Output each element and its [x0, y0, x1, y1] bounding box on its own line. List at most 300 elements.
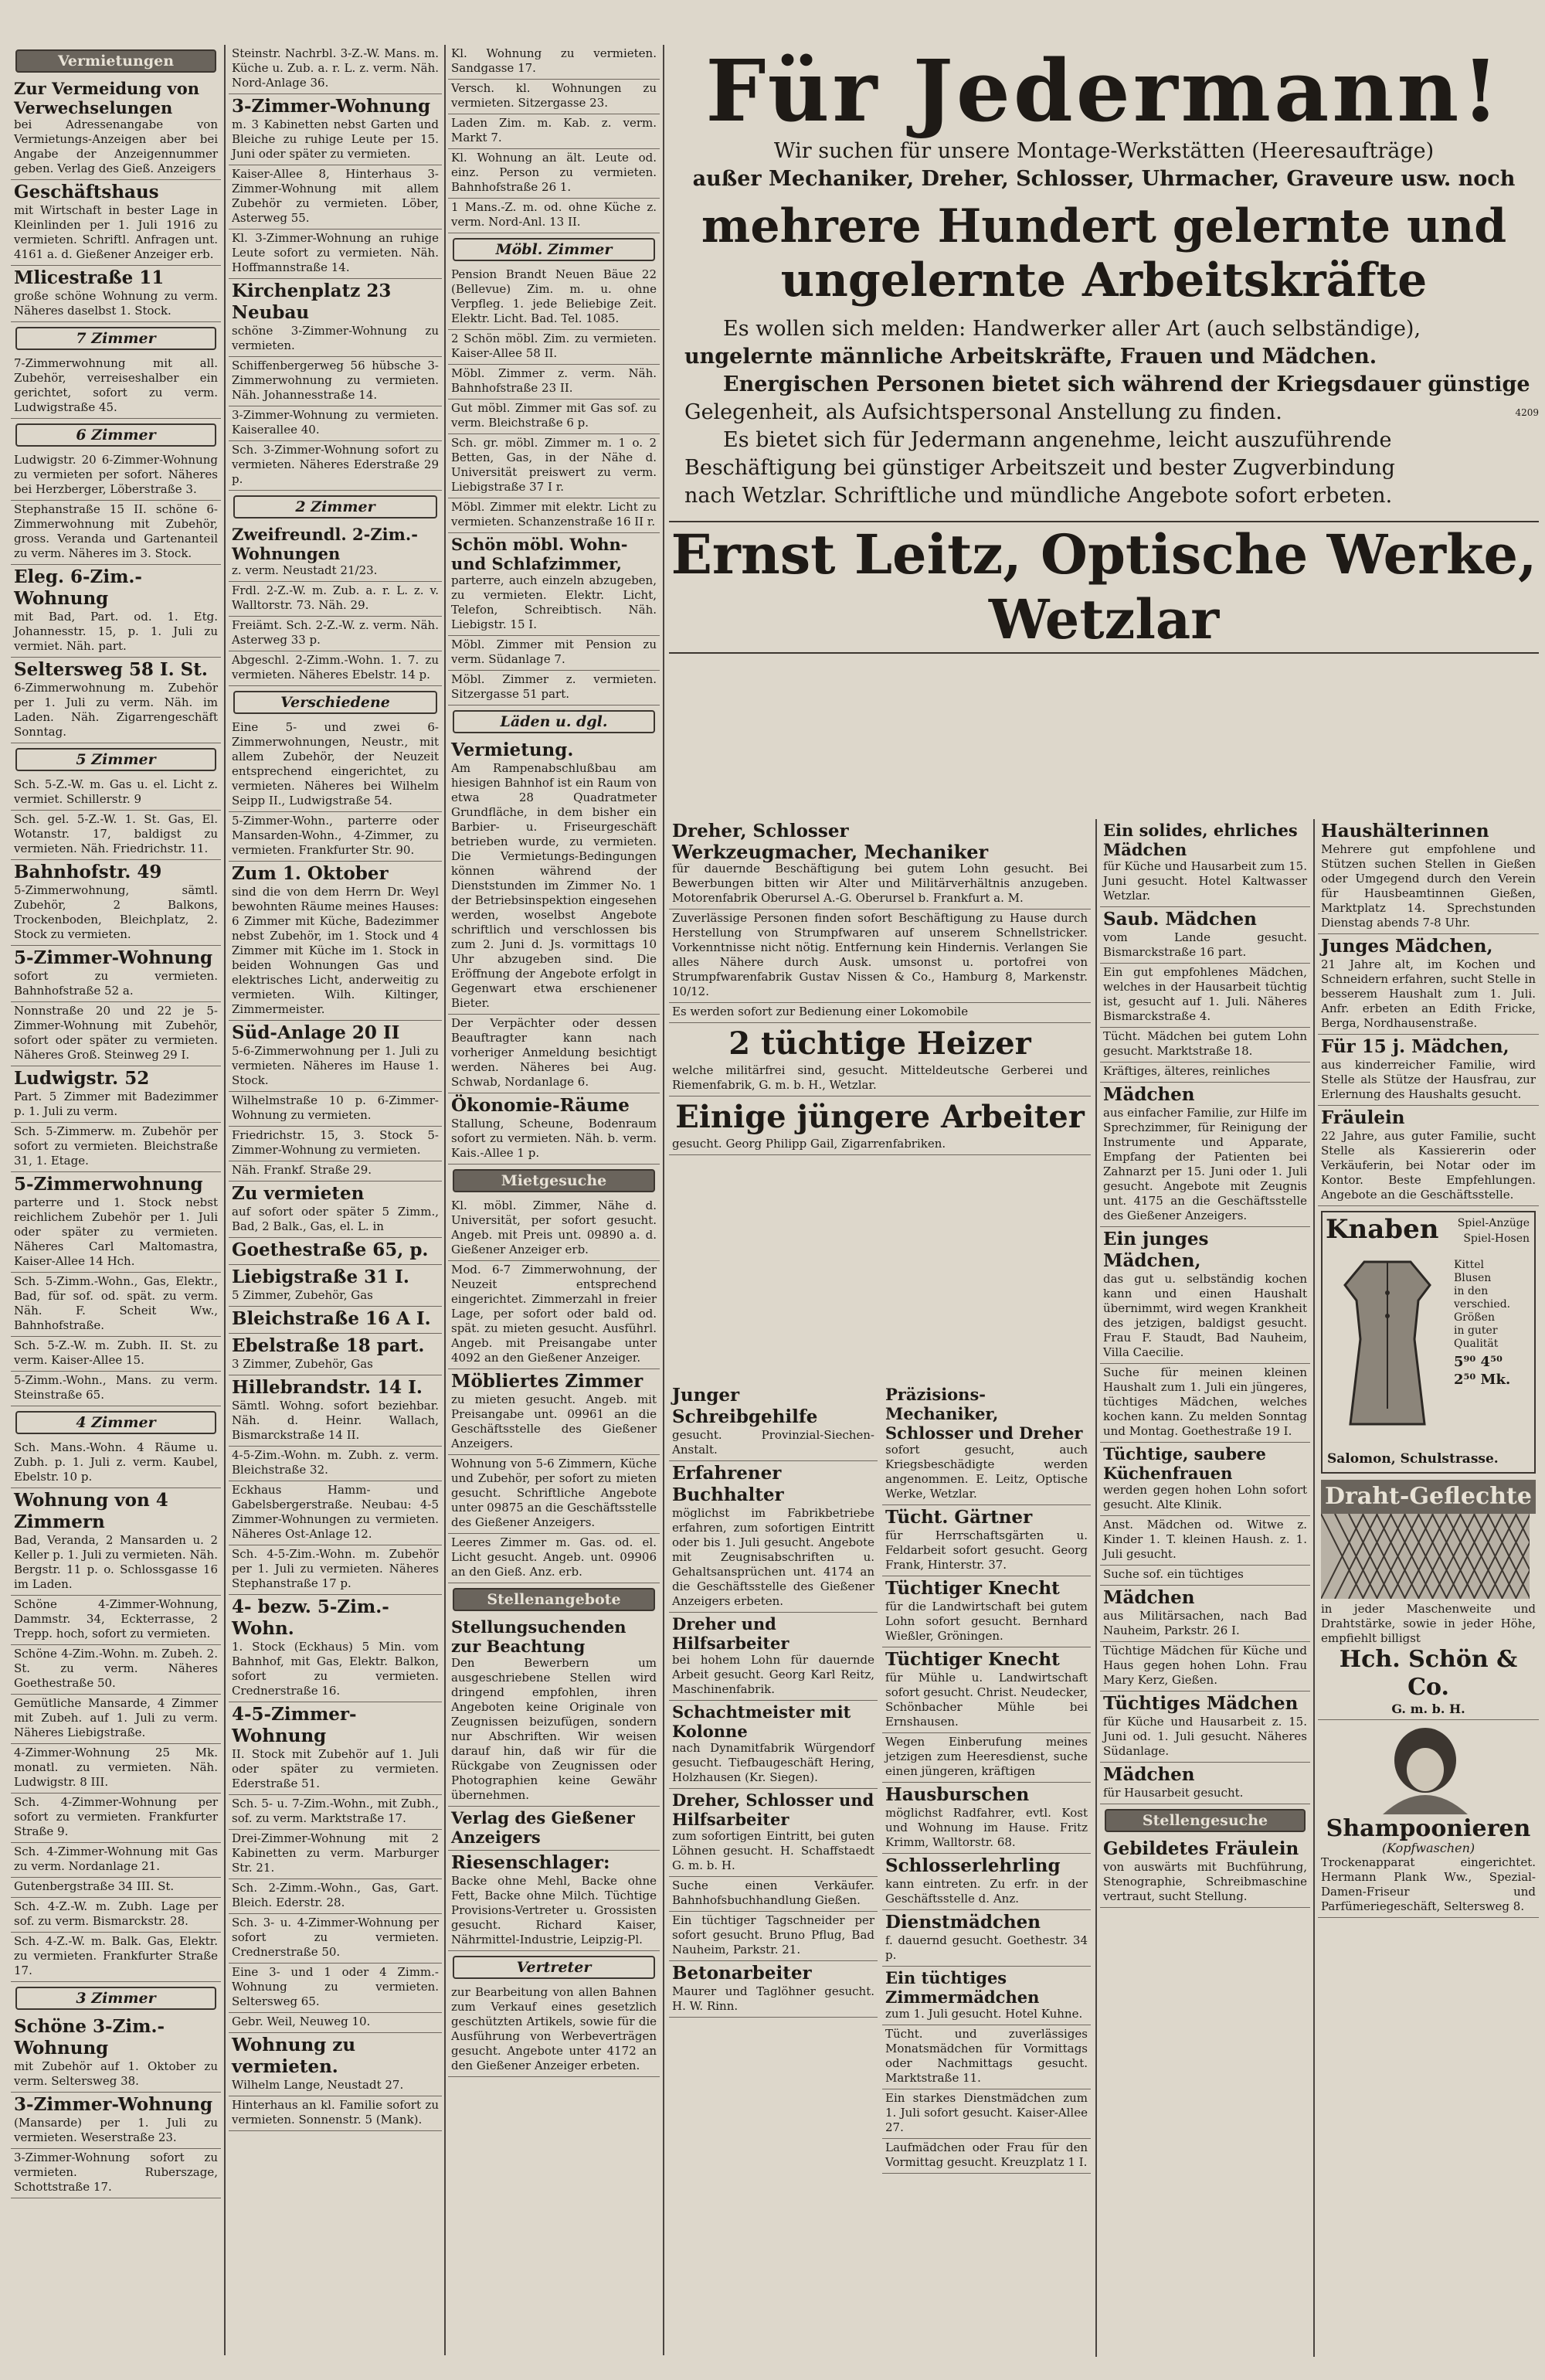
classified-ad: [229, 1545, 442, 1595]
classified-ad: [11, 1488, 221, 1596]
ad-text: Nonnstraße 20 und 22 je 5-Zimmer-Wohnung mit Zubehör, sofort oder später zu vermieten. Näheres Groß. Steinweg 29 I.: [14, 1004, 218, 1062]
ad-headline: Tüchtiger Knecht: [885, 1649, 1060, 1670]
classified-ad: [11, 355, 221, 419]
ad-text: 2 Schön möbl. Zim. zu vermieten. Kaiser-Allee 58 II.: [451, 332, 657, 360]
classified-ad: [11, 1794, 221, 1843]
classified-ad: [882, 1967, 1091, 2025]
classified-ad: [448, 45, 660, 80]
ad-text: für Küche und Hausarbeit z. 15. Juni od. 1. Juli gesucht. Näheres Südanlage.: [1103, 1715, 1307, 1758]
classified-ad: [229, 1795, 442, 1830]
column-stellenangebote-right: [882, 1383, 1091, 2357]
classified-ad: [229, 2096, 442, 2131]
ad-text: Abgeschl. 2-Zimm.-Wohn. 1. 7. zu vermieten. Näheres Ebelstr. 14 p.: [232, 653, 439, 682]
main-ad-line: ungelernte männliche Arbeitskräfte, Frauen und Mädchen.: [684, 345, 1377, 369]
classified-ad: [669, 1096, 1091, 1155]
classified-ad: [1100, 1642, 1310, 1692]
ad-headline: Betonarbeiter: [672, 1963, 812, 1984]
ad-headline: Wohnung zu vermieten.: [232, 2035, 356, 2077]
ad-text: Sch. 4-Zimmer-Wohnung per sofort zu vermieten. Frankfurter Straße 9.: [14, 1795, 218, 1838]
ad-text: Zuverlässige Personen finden sofort Beschäftigung zu Hause durch Herstellung von Strumpfwaren auf unserem Schnellstricker. Vorkenntnisse nicht nötig. Entfernung kein Hindernis. Verlangen Sie alles Nähere durch Ausk. umsonst u. portofrei von Strumpfwarenfabrik Gustav Nissen & Co., Hamburg 8, Markenstr. 10/12.: [672, 911, 1088, 998]
classified-ad: [669, 1023, 1091, 1096]
ad-text: Möbl. Zimmer z. vermieten. Sitzergasse 51 part.: [451, 672, 657, 701]
ad-text: Gebr. Weil, Neuweg 10.: [232, 2014, 371, 2028]
classified-ad: [448, 1455, 660, 1534]
ad-text: Eine 3- und 1 oder 4 Zimm.-Wohnung zu vermieten. Seltersweg 65.: [232, 1965, 439, 2008]
classified-ad: [1100, 1364, 1310, 1443]
ad-headline: 5-Zimmer-Wohnung: [14, 947, 213, 968]
classified-ad: [1100, 1516, 1310, 1566]
classified-ad: [229, 1265, 442, 1307]
ad-text: Maurer und Taglöhner gesucht. H. W. Rinn.: [672, 1984, 874, 2013]
classified-ad: [448, 1534, 660, 1583]
ad-headline: Zweifreundl. 2-Zim.-Wohnungen: [232, 525, 418, 563]
classified-ad: [1100, 964, 1310, 1028]
ad-big-headline: 2 tüchtige Heizer: [728, 1025, 1031, 1062]
classified-ad: [882, 1647, 1091, 1733]
classified-ad: [882, 2089, 1091, 2139]
ad-text: Sch. 5-Z.-W. m. Gas u. el. Licht z. vermiet. Schillerstr. 9: [14, 777, 218, 806]
ad-text: Sch. 4-Z.-W. m. Balk. Gas, Elektr. zu vermieten. Frankfurter Straße 17.: [14, 1934, 218, 1977]
ad-headline: Ein junges Mädchen,: [1103, 1229, 1209, 1271]
ad-text: parterre, auch einzeln abzugeben, zu vermieten. Elektr. Licht, Telefon, Schreibtisch. Näh. Liebigstr. 15 I.: [451, 573, 657, 631]
knaben-ad-line: in guter Qualität: [1454, 1324, 1499, 1350]
classified-ad: [11, 1695, 221, 1744]
classified-ad: [448, 114, 660, 149]
ad-text: Hinterhaus an kl. Familie sofort zu vermieten. Sonnenstr. 5 (Mank).: [232, 2098, 439, 2127]
classified-ad: [1100, 1028, 1310, 1062]
ad-text: von auswärts mit Buchführung, Stenographie, Schreibmaschine vertraut, sucht Stellung.: [1103, 1860, 1307, 1903]
ad-text: Am Rampenabschlußbau am hiesigen Bahnhof ist ein Raum von etwa 28 Quadratmeter Grundfläche, in dem bisher ein Barbier- u. Friseurgeschäft betrieben wurde, zu vermieten. Die Vermietungs-Bedingungen können während der Dienststunden im Zimmer No. 1 der Betriebsinspektion eingesehen werden, woselbst Angebote schriftlich und verschlossen bis zum 2. Juni d. Js. vormittags 10 Uhr abzugeben sind. Die Eröffnung der Angebote erfolgt in Gegenwart etwa erschienener Bieter.: [451, 761, 657, 1010]
ad-headline: Dreher, Schlosser und Hilfsarbeiter: [672, 1790, 874, 1829]
classified-ad: [448, 671, 660, 706]
classified-ad: [1100, 1062, 1310, 1083]
ad-text: Sch. 3-Zimmer-Wohnung sofort zu vermieten. Näheres Ederstraße 29 p.: [232, 443, 439, 486]
ad-text: Sch. gr. möbl. Zimmer m. 1 o. 2 Betten, Gas, in der Nähe d. Universität preiswert zu verm. Liebigstraße 37 I r.: [451, 436, 657, 494]
ad-text: 5-6-Zimmerwohnung per 1. Juli zu vermieten. Näheres im Hause 1. Stock.: [232, 1044, 439, 1087]
knaben-ad-sub: Spiel-Hosen: [1463, 1232, 1530, 1245]
ad-headline: 4- bezw. 5-Zim.-Wohn.: [232, 1596, 389, 1639]
classified-ad: [669, 1789, 878, 1877]
ad-text: 21 Jahre alt, im Kochen und Schneidern erfahren, sucht Stelle in besserem Haushalt zum 1. Juli. Anfr. erbeten an Edith Fricke, Berga, Nordhausenstraße.: [1321, 957, 1536, 1030]
ad-text: Möbl. Zimmer mit elektr. Licht zu vermieten. Schanzenstraße 16 II r.: [451, 500, 657, 529]
ad-headline: Hausburschen: [885, 1784, 1030, 1805]
ad-text: Suche einen Verkäufer. Bahnhofsbuchhandlung Gießen.: [672, 1878, 874, 1907]
column-rule: [1313, 819, 1315, 2357]
ad-text: (Mansarde) per 1. Juli zu vermieten. Weserstraße 23.: [14, 2116, 218, 2144]
classified-ad: [669, 910, 1091, 1003]
classified-ad: [229, 651, 442, 686]
column-rule: [1095, 819, 1097, 2357]
ad-text: Part. 5 Zimmer mit Badezimmer p. 1. Juli zu verm.: [14, 1090, 218, 1118]
category-header: Stellenangebote: [453, 1588, 655, 1611]
ad-text: werden gegen hohen Lohn sofort gesucht. Alte Klinik.: [1103, 1483, 1307, 1511]
ad-headline: 4-5-Zimmer-Wohnung: [232, 1704, 357, 1746]
ad-text: Kl. Wohnung an ält. Leute od. einz. Person zu vermieten. Bahnhofstraße 26 1.: [451, 151, 657, 194]
classified-ad: [448, 149, 660, 199]
classified-ad: [11, 1002, 221, 1066]
ad-text: Gutenbergstraße 34 III. St.: [14, 1879, 175, 1893]
ad-text: parterre und 1. Stock nebst reichlichem Zubehör per 1. Juli oder später zu vermieten. Näheres Carl Maltomastra, Kaiser-Allee 14 Hch.: [14, 1195, 218, 1268]
ad-big-headline: Einige jüngere Arbeiter: [675, 1099, 1085, 1135]
ad-text: Suche sof. ein tüchtiges: [1103, 1567, 1244, 1581]
classified-ad: [882, 1576, 1091, 1647]
shampoo-ad-title: Shampoonieren: [1326, 1815, 1531, 1842]
ad-headline: Hillebrandstr. 14 I.: [232, 1377, 423, 1398]
category-header: Möbl. Zimmer: [453, 238, 655, 261]
classified-ad: [229, 1830, 442, 1879]
column-maedchen: [1100, 819, 1310, 2357]
ad-text: 3-Zimmer-Wohnung zu vermieten. Kaiserallee 40.: [232, 408, 439, 437]
category-header: Mietgesuche: [453, 1169, 655, 1192]
ad-text: 4-5-Zim.-Wohn. m. Zubh. z. verm. Bleichstraße 32.: [232, 1448, 439, 1477]
classified-ad: [11, 860, 221, 946]
ad-headline: Ein solides, ehrliches Mädchen: [1103, 821, 1298, 859]
ad-text: Drei-Zimmer-Wohnung mit 2 Kabinetten zu verm. Marburger Str. 21.: [232, 1831, 439, 1875]
ad-text: Mehrere gut empfohlene und Stützen suchen Stellen in Gießen oder Umgegend durch den Verein für Hausbeamtinnen Gießen, Marktplatz 14. Sprechstunden Dienstag abends 7-8 Uhr.: [1321, 842, 1536, 930]
ad-text: das gut u. selbständig kochen kann und einen Haushalt übernimmt, wird wegen Krankheit des jetzigen, baldigst gesucht. Frau F. Staudt, Bad Nauheim, Villa Caecilie.: [1103, 1272, 1307, 1359]
ad-text: vom Lande gesucht. Bismarckstraße 16 part.: [1103, 930, 1307, 959]
ad-headline: Gebildetes Fräulein: [1103, 1838, 1299, 1859]
ad-headline: Tüchtige, saubere Küchenfrauen: [1103, 1444, 1266, 1483]
ad-text: 5-Zimmer-Wohn., parterre oder Mansarden-Wohn., 4-Zimmer, zu vermieten. Frankfurter Str. 90.: [232, 814, 439, 857]
main-ad-headline: ungelernte Arbeitskräfte: [780, 253, 1428, 308]
classified-ad: [448, 1093, 660, 1164]
ad-text: Mod. 6-7 Zimmerwohnung, der Neuzeit entsprechend eingerichtet. Zimmerzahl in freier Lage, per sofort oder bald od. spät. zu mieten gesucht. Ausführl. Angeb. mit Preisangabe unter 4092 an den Gießener Anzeiger.: [451, 1263, 657, 1365]
ad-text: aus kinderreicher Familie, wird Stelle als Stütze der Hausfrau, zur Erlernung des Haushalts gesucht.: [1321, 1058, 1536, 1101]
ad-headline: Ludwigstr. 52: [14, 1068, 150, 1089]
classified-ad: [1318, 1106, 1539, 1206]
ad-text: sind die von dem Herrn Dr. Weyl bewohnten Räume meines Hauses: 6 Zimmer mit Küche, Badezimmer nebst Zubehör, im 1. Stock und 4 Zimmer mit Küche im 1. Stock in beiden Wohnungen Gas und elektrisches Licht, anderweitig zu vermieten. Wilh. Kiltinger, Zimmermeister.: [232, 885, 439, 1016]
ad-text: 5-Zimmerwohnung, sämtl. Zubehör, 2 Balkons, Trockenboden, Bleichplatz, 2. Stock zu vermieten.: [14, 883, 218, 941]
ad-text: Wohnung von 5-6 Zimmern, Küche und Zubehör, per sofort zu mieten gesucht. Schriftliche Angebote unter 09875 an die Geschäftsstelle des Gießener Anzeigers.: [451, 1457, 657, 1529]
ad-headline: Schöne 3-Zim.-Wohnung: [14, 2016, 165, 2059]
ad-text: Kl. Wohnung zu vermieten. Sandgasse 17.: [451, 46, 657, 75]
ad-text: Sch. gel. 5-Z.-W. 1. St. Gas, El. Wotanstr. 17, baldigst zu vermieten. Näh. Friedrichstr. 11.: [14, 812, 218, 855]
ad-text: kann eintreten. Zu erfr. in der Geschäftsstelle d. Anz.: [885, 1877, 1088, 1906]
ad-text: möglichst Radfahrer, evtl. Kost und Wohnung im Hause. Fritz Krimm, Walltorstr. 68.: [885, 1806, 1088, 1849]
ad-headline: Kirchenplatz 23 Neubau: [232, 280, 392, 323]
knaben-ad-line: 5⁹⁰ 4⁵⁰: [1454, 1354, 1503, 1370]
ad-headline: Zum 1. Oktober: [232, 863, 389, 884]
ad-headline: Dreher, Schlosser: [672, 821, 849, 842]
classified-ad: [669, 1961, 878, 2018]
classified-ad: [11, 1273, 221, 1337]
classified-ad: [1100, 1566, 1310, 1586]
ad-text: für Hausarbeit gesucht.: [1103, 1786, 1244, 1800]
ad-headline: Stellungsuchenden zur Beachtung: [451, 1617, 626, 1656]
classified-ad: [229, 1914, 442, 1964]
classified-ad: [448, 400, 660, 434]
ad-text: Tücht. und zuverlässiges Monatsmädchen für Vormittags oder Nachmittags gesucht. Marktstraße 11.: [885, 2027, 1088, 2085]
ad-text: bei Adressenangabe von Vermietungs-Anzeigen aber bei Angabe der Anzeigennummer geben. Verlag des Gieß. Anzeigers: [14, 117, 218, 175]
ad-headline: Goethestraße 65, p.: [232, 1239, 429, 1260]
classified-ad: [11, 1898, 221, 1933]
ad-text: Freiämt. Sch. 2-Z.-W. z. verm. Näh. Asterweg 33 p.: [232, 618, 439, 647]
ad-headline: Mädchen: [1103, 1764, 1195, 1785]
classified-ad: [448, 1616, 660, 1807]
ad-text: Sch. 5-Z.-W. m. Zubh. II. St. zu verm. Kaiser-Allee 15.: [14, 1338, 218, 1367]
classified-ad: [229, 1879, 442, 1914]
ad-text: Stallung, Scheune, Bodenraum sofort zu vermieten. Näh. b. verm. Kais.-Allee 1 p.: [451, 1117, 657, 1160]
classified-ad: [229, 1021, 442, 1092]
ad-headline: Fräulein: [1321, 1107, 1405, 1128]
classified-ad: [448, 1015, 660, 1093]
ad-text: Wilhelmstraße 10 p. 6-Zimmer-Wohnung zu vermieten.: [232, 1093, 439, 1122]
draht-ad-text: in jeder Maschenweite und Drahtstärke, sowie in jeder Höhe, empfiehlt billigst: [1321, 1602, 1536, 1645]
knaben-ad-line: Kittel: [1454, 1259, 1484, 1271]
ad-headline: Bahnhofstr. 49: [14, 862, 162, 882]
leitz-company-name: Ernst Leitz, Optische Werke, Wetzlar: [669, 521, 1539, 654]
classified-ad: [448, 636, 660, 671]
ad-text: möglichst im Fabrikbetriebe erfahren, zum sofortigen Eintritt oder bis 1. Juli gesucht. Angebote mit Zeugnisabschriften u. Gehaltsansprüchen unt. 4174 an die Geschäftsstelle des Gießener Anzeigers erbeten.: [672, 1506, 874, 1608]
classified-ad: [229, 719, 442, 812]
classified-ad: [669, 1383, 878, 1461]
main-ad-line: Es bietet sich für Jedermann angenehme, leicht auszuführende: [723, 428, 1392, 452]
classified-ad: [229, 357, 442, 406]
ad-text: für Küche und Hausarbeit zum 15. Juni gesucht. Hotel Kaltwasser Wetzlar.: [1103, 859, 1307, 903]
knaben-ad-line: Blusen: [1454, 1272, 1492, 1284]
ad-text: welche militärfrei sind, gesucht. Mitteldeutsche Gerberei und Riemenfabrik, G. m. b. H., Wetzlar.: [672, 1063, 1088, 1092]
ad-text: mit Zubehör auf 1. Oktober zu verm. Seltersweg 38.: [14, 2059, 218, 2088]
ad-text: für Herrschaftsgärten u. Feldarbeit sofort gesucht. Georg Frank, Hinterstr. 37.: [885, 1528, 1088, 1572]
main-ad-line: Es wollen sich melden: Handwerker aller Art (auch selbständige),: [723, 317, 1421, 341]
ad-text: Schöne 4-Zim.-Wohn. m. Zubeh. 2. St. zu verm. Näheres Goethestraße 50.: [14, 1647, 218, 1690]
category-header: 2 Zimmer: [233, 495, 437, 518]
ad-text: Wegen Einberufung meines jetzigen zum Heeresdienst, suche einen jüngeren, kräftigen: [885, 1735, 1088, 1778]
ad-text: Stephanstraße 15 II. schöne 6-Zimmerwohnung mit Zubehör, gross. Veranda und Gartenanteil zu verm. Näheres im 3. Stock.: [14, 502, 218, 560]
ad-text: 4-Zimmer-Wohnung 25 Mk. monatl. zu vermieten. Näh. Ludwigstr. 8 III.: [14, 1746, 218, 1789]
ad-text: Anst. Mädchen od. Witwe z. Kinder 1. T. kleinen Haush. z. 1. Juli gesucht.: [1103, 1518, 1307, 1561]
ad-text: 1 Mans.-Z. m. od. ohne Küche z. verm. Nord-Anl. 13 II.: [451, 200, 657, 229]
classified-ad: [229, 1307, 442, 1334]
classified-ad: [1100, 1837, 1310, 1908]
ad-text: 7-Zimmerwohnung mit all. Zubehör, verreiseshalber ein gerichtet, sofort zu verm. Ludwigstraße 45.: [14, 356, 218, 414]
draht-ad-firm-suffix: G. m. b. H.: [1391, 1702, 1465, 1716]
ad-headline: Ein tüchtiges Zimmermädchen: [885, 1968, 1040, 2007]
classified-ad: [11, 658, 221, 743]
ad-text: für Mühle u. Landwirtschaft sofort gesucht. Christ. Neudecker, Schönbacher Mühle bei Ernshausen.: [885, 1671, 1088, 1729]
knaben-ad-details: [1454, 1259, 1531, 1386]
classified-ad: [1100, 1763, 1310, 1804]
ad-text: m. 3 Kabinetten nebst Garten und Bleiche zu ruhige Leute per 15. Juni oder später zu vermieten.: [232, 117, 439, 161]
classified-ad: [669, 1701, 878, 1789]
classified-ad: [1100, 819, 1310, 907]
classified-ad: [882, 1854, 1091, 1910]
ad-text: gesucht. Georg Philipp Gail, Zigarrenfabriken.: [672, 1137, 946, 1151]
classified-ad: [669, 1613, 878, 1701]
ad-text: Näh. Frankf. Straße 29.: [232, 1163, 372, 1177]
knaben-ad-firm: Salomon, Schulstrasse.: [1327, 1451, 1499, 1467]
column-zimmer-mietgesuche: [448, 45, 660, 2355]
ad-headline: Schachtmeister mit Kolonne: [672, 1702, 851, 1741]
ad-text: f. dauernd gesucht. Goethestr. 34 p.: [885, 1933, 1088, 1962]
classified-ad: [11, 565, 221, 658]
ad-headline: Ökonomie-Räume: [451, 1095, 630, 1116]
ad-headline: Liebigstraße 31 I.: [232, 1266, 409, 1287]
main-ad-line: Wir suchen für unsere Montage-Werkstätten (Heeresaufträge): [773, 139, 1435, 163]
ad-text: Frdl. 2-Z.-W. m. Zub. a. r. L. z. v. Walltorstr. 73. Näh. 29.: [232, 583, 439, 612]
classified-ad: [229, 1182, 442, 1238]
column-rule: [663, 45, 664, 2355]
classified-ad: [11, 266, 221, 322]
classified-ad: [229, 582, 442, 617]
ad-headline: Haushälterinnen: [1321, 821, 1489, 842]
classified-ad: [229, 617, 442, 651]
ad-text: aus Militärsachen, nach Bad Nauheim, Parkstr. 26 I.: [1103, 1609, 1307, 1637]
ad-text: Möbl. Zimmer z. verm. Näh. Bahnhofstraße 23 II.: [451, 366, 657, 395]
ad-text: Ein gut empfohlenes Mädchen, welches in der Hausarbeit tüchtig ist, gesucht auf 1. Juli. Näheres Bismarckstraße 4.: [1103, 965, 1307, 1023]
knaben-ad-line: 2⁵⁰ Mk.: [1454, 1372, 1511, 1388]
ad-text: Laufmädchen oder Frau für den Vormittag gesucht. Kreuzplatz 1 I.: [885, 2140, 1088, 2169]
ad-text: Sch. 3- u. 4-Zimmer-Wohnung per sofort zu vermieten. Crednerstraße 50.: [232, 1916, 439, 1959]
classified-ad: [882, 1383, 1091, 1505]
ad-text: zum sofortigen Eintritt, bei guten Löhnen gesucht. H. Schaffstaedt G. m. b. H.: [672, 1829, 874, 1872]
classified-ad: [11, 1123, 221, 1172]
classified-ad: [448, 266, 660, 330]
ad-text: Eckhaus Hamm- und Gabelsbergerstraße. Neubau: 4-5 Zimmer-Wohnungen zu vermieten. Näheres Ost-Anlage 12.: [232, 1483, 439, 1541]
classified-ad: [1100, 1083, 1310, 1227]
classified-ad: [448, 1197, 660, 1261]
classified-ad: [229, 1702, 442, 1795]
classified-ad: [229, 94, 442, 165]
ad-text: Möbl. Zimmer mit Pension zu verm. Südanlage 7.: [451, 638, 657, 666]
ad-text: z. verm. Neustadt 21/23.: [232, 563, 378, 577]
ad-text: Den Bewerbern um ausgeschriebene Stellen wird dringend empfohlen, ihren Angeboten keine Originale von Zeugnissen beizufügen, sondern nur Abschriften. Wir weisen darauf hin, daß wir für die Rückgabe von Zeugnissen oder Photographien keine Gewähr übernehmen.: [451, 1656, 657, 1802]
ad-headline: Erfahrener Buchhalter: [672, 1463, 784, 1505]
ad-text: sofort gesucht, auch Kriegsbeschädigte werden angenommen. E. Leitz, Optische Werke, Wetzlar.: [885, 1443, 1088, 1501]
ad-text: Kaiser-Allee 8, Hinterhaus 3-Zimmer-Wohnung mit allem Zubehör zu vermieten. Löber, Asterweg 55.: [232, 167, 439, 225]
shampoo-ad-sub: (Kopfwaschen): [1381, 1841, 1475, 1855]
classified-ad: [448, 498, 660, 533]
ad-headline: Präzisions-Mechaniker, Schlosser und Dreher: [885, 1385, 1083, 1443]
ad-text: zum 1. Juli gesucht. Hotel Kuhne.: [885, 2007, 1083, 2021]
classified-ad: [11, 501, 221, 565]
ad-text: Es werden sofort zur Bedienung einer Lokomobile: [672, 1005, 969, 1018]
ad-text: Suche für meinen kleinen Haushalt zum 1. Juli ein jüngeres, tüchtiges Mädchen, welches kochen kann. Zu melden Sonntag und Montag. Goethestraße 19 I.: [1103, 1365, 1307, 1438]
ad-headline: Dreher und Hilfsarbeiter: [672, 1614, 789, 1653]
classified-ad: [448, 1369, 660, 1455]
classified-ad: [229, 1127, 442, 1161]
classified-ad: [229, 523, 442, 582]
draht-ad-firm: Hch. Schön & Co.: [1339, 1646, 1518, 1701]
ad-headline: Tüchtiges Mädchen: [1103, 1693, 1299, 1714]
classified-ad: [448, 330, 660, 365]
ad-text: Ein tüchtiger Tagschneider per sofort gesucht. Bruno Pflug, Bad Nauheim, Parkstr. 21.: [672, 1913, 874, 1957]
ad-text: Leeres Zimmer m. Gas. od. el. Licht gesucht. Angeb. unt. 09906 an den Gieß. Anz. erb.: [451, 1535, 657, 1579]
ad-text: Laden Zim. m. Kab. z. verm. Markt 7.: [451, 116, 657, 144]
ad-text: mit Wirtschaft in bester Lage in Kleinlinden per 1. Juli 1916 zu vermieten. Schriftl. Anfragen unt. 4161 a. d. Gießener Anzeiger erb.: [14, 203, 218, 261]
classified-ad: [882, 1505, 1091, 1576]
classified-ad: [11, 1066, 221, 1123]
ad-headline: 5-Zimmerwohnung: [14, 1174, 203, 1195]
ad-text: 1. Stock (Eckhaus) 5 Min. vom Bahnhof, mit Gas, Elektr. Balkon, sofort zu vermieten. Crednerstraße 16.: [232, 1640, 439, 1698]
classified-ad: [11, 1596, 221, 1645]
classified-ad: [11, 1843, 221, 1878]
ad-text: Gemütliche Mansarde, 4 Zimmer mit Zubeh. auf 1. Juli zu verm. Näheres Liebigstraße.: [14, 1696, 218, 1739]
ad-text: Tücht. Mädchen bei gutem Lohn gesucht. Marktstraße 18.: [1103, 1029, 1307, 1058]
classified-ad: [882, 1733, 1091, 1783]
main-advertisement: [669, 45, 1539, 818]
classified-ad: [11, 1372, 221, 1406]
draht-ad-title: Draht-Geflechte: [1321, 1480, 1536, 1514]
ad-headline: Verlag des Gießener Anzeigers: [451, 1808, 635, 1847]
ad-text: Sch. 4-Z.-W. m. Zubh. Lage per sof. zu verm. Bismarckstr. 28.: [14, 1899, 218, 1928]
ad-text: Sch. 2-Zimm.-Wohn., Gas, Gart. Bleich. Ederstr. 28.: [232, 1881, 439, 1909]
classified-ad: [229, 1481, 442, 1545]
classified-ad: [448, 738, 660, 1015]
ad-text: Wilhelm Lange, Neustadt 27.: [232, 2078, 404, 2092]
ad-headline: Bleichstraße 16 A I.: [232, 1308, 431, 1329]
main-ad-headline: mehrere Hundert gelernte und: [701, 199, 1507, 253]
classified-ad: [448, 1851, 660, 1951]
ad-headline: Saub. Mädchen: [1103, 909, 1257, 930]
knaben-ad-title: Knaben: [1326, 1214, 1439, 1245]
ad-text: Ludwigstr. 20 6-Zimmer-Wohnung zu vermieten per sofort. Näheres bei Herzberger, Löberstraße 3.: [14, 453, 218, 496]
ad-text: Sch. 5-Zimmerw. m. Zubehör per sofort zu vermieten. Bleichstraße 31, 1. Etage.: [14, 1124, 218, 1168]
ad-headline: Mädchen: [1103, 1587, 1195, 1608]
classified-ad: [669, 1003, 1091, 1023]
ad-headline: Tücht. Gärtner: [885, 1507, 1033, 1528]
ad-text: 3-Zimmer-Wohnung sofort zu vermieten. Ruberszage, Schottstraße 17.: [14, 2150, 218, 2194]
ad-headline: Dienstmädchen: [885, 1912, 1041, 1933]
ad-text: zur Bearbeitung von allen Bahnen zum Verkauf eines gesetzlich geschützten Artikels, sowie für die Ausführung von Werbeverträgen gesucht. Angebote unter 4172 an den Gießener Anzeiger erbeten.: [451, 1985, 657, 2072]
ad-headline: Ebelstraße 18 part.: [232, 1335, 425, 1356]
ad-headline: Vermietung.: [451, 740, 574, 760]
ad-text: Schiffenbergerweg 56 hübsche 3-Zimmerwohnung zu vermieten. Näh. Johannesstraße 14.: [232, 359, 439, 402]
ad-text: Schöne 4-Zimmer-Wohnung, Dammstr. 34, Eckterrasse, 2 Trepp. hoch, sofort zu vermieten.: [14, 1597, 218, 1640]
classified-ad: [1100, 1692, 1310, 1763]
ad-text: mit Bad, Part. od. 1. Etg. Johannesstr. 15, p. 1. Juli zu vermiet. Näh. part.: [14, 610, 218, 653]
classified-ad: [882, 2139, 1091, 2174]
classified-ad: [11, 776, 221, 811]
classified-ad: [448, 80, 660, 114]
classified-ad: [229, 279, 442, 357]
classified-ad: [229, 2013, 442, 2033]
classified-ad: [11, 2014, 221, 2093]
category-header: 6 Zimmer: [15, 423, 216, 447]
ad-text: Sch. 5-Zimm.-Wohn., Gas, Elektr., Bad, für sof. od. spät. zu verm. Näh. F. Scheit Ww., Bahnhofstraße.: [14, 1274, 218, 1332]
classified-ad: [669, 1877, 878, 1912]
classified-ad: [11, 1337, 221, 1372]
category-header: Vertreter: [453, 1956, 655, 1979]
ad-text: Eine 5- und zwei 6-Zimmerwohnungen, Neustr., mit allem Zubehör, der Neuzeit entsprechend eingerichtet, zu vermieten. Näheres bei Wilhelm Seipp II., Ludwigstraße 54.: [232, 720, 439, 808]
ad-text: Sch. 5- u. 7-Zim.-Wohn., mit Zubh., sof. zu verm. Marktstraße 17.: [232, 1797, 439, 1825]
classified-ad: [229, 1447, 442, 1481]
shampoo-ad-text: Trockenapparat eingerichtet. Hermann Plank Ww., Spezial-Damen-Friseur und Parfümeriegeschäft, Seltersweg 8.: [1321, 1855, 1536, 1913]
ad-headline: Schlosserlehrling: [885, 1855, 1061, 1876]
classified-ad: [11, 1439, 221, 1488]
ad-text: Backe ohne Mehl, Backe ohne Fett, Backe ohne Milch. Tüchtige Provisions-Vertreter u. Grossisten gesucht. Richard Kaiser, Nährmittel-Industrie, Leipzig-Pl.: [451, 1874, 657, 1946]
category-header: Läden u. dgl.: [453, 710, 655, 733]
ad-headline: Süd-Anlage 20 II: [232, 1022, 400, 1043]
ad-headline: Für 15 j. Mädchen,: [1321, 1036, 1509, 1057]
classified-ad: [448, 434, 660, 498]
main-ad-line: Energischen Personen bietet sich während der Kriegsdauer günstige: [723, 372, 1530, 396]
ad-text: für dauernde Beschäftigung bei gutem Lohn gesucht. Bei Bewerbungen bitten wir Alter und Militärverhältnis anzugeben. Motorenfabrik Oberursel A.-G. Oberursel b. Frankfurt a. M.: [672, 862, 1088, 905]
ad-text: 3 Zimmer, Zubehör, Gas: [232, 1357, 373, 1371]
classified-ad: [11, 77, 221, 180]
category-header: Stellengesuche: [1105, 1809, 1306, 1832]
ad-text: für die Landwirtschaft bei gutem Lohn sofort gesucht. Bernhard Wießler, Gröningen.: [885, 1600, 1088, 1643]
ad-text: Kl. möbl. Zimmer, Nähe d. Universität, per sofort gesucht. Angeb. mit Preis unt. 09890 a. d. Gießener Anzeiger erb.: [451, 1198, 657, 1256]
ad-headline: Zur Vermeidung von Verwechselungen: [14, 79, 200, 117]
draht-geflechte-ad: [1318, 1478, 1539, 1720]
category-header: Vermietungen: [15, 49, 216, 73]
wire-mesh-illustration: [1321, 1514, 1530, 1599]
classified-ad: [448, 199, 660, 233]
classified-ad: [229, 1238, 442, 1265]
classified-ad: [11, 1878, 221, 1898]
